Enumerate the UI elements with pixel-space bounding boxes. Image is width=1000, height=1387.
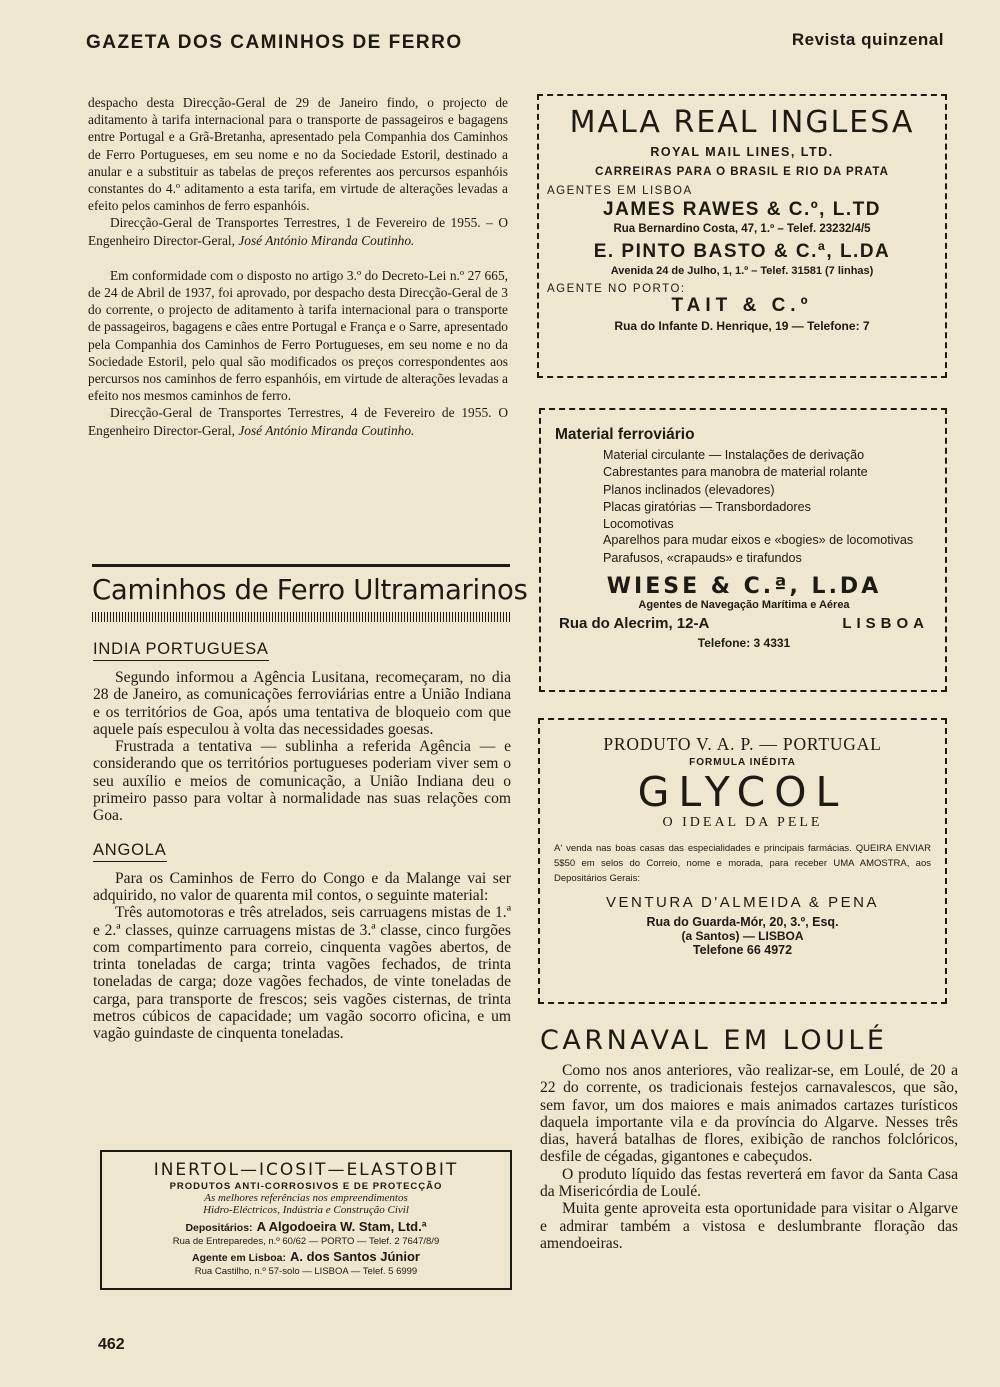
mala-agent-3: TAIT & C.º: [671, 295, 813, 316]
wiese-ad: [539, 408, 947, 692]
mala-agent-1: JAMES RAWES & C.º, L.TD: [603, 199, 881, 220]
wiese-item: Aparelhos para mudar eixos e «bogies» de locomotivas: [603, 533, 914, 548]
inertol-line-3: Hidro-Eléctricos, Indústria e Construção Civil: [203, 1204, 409, 1216]
glycol-city: (a Santos) — LISBOA: [681, 929, 804, 943]
intro-p4-text: Direcção-Geral de Transportes Terrestres, 4 de Fevereiro de 1955. O Engenheiro Director-Geral,: [88, 405, 508, 438]
inertol-dep-addr: Rua de Entreparedes, n.º 60/62 — PORTO — Telef. 2 7647/8/9: [172, 1236, 440, 1247]
intro-p2-signature: José António Miranda Coutinho.: [238, 232, 415, 248]
inertol-dep-label: Depositários:: [185, 1222, 253, 1234]
inertol-line-1: PRODUTOS ANTI-CORROSIVOS E DE PROTECÇÃO: [169, 1181, 443, 1192]
section-title: Caminhos de Ferro Ultramarinos: [92, 574, 528, 606]
india-paragraph-1: Segundo informou a Agência Lusitana, recomeçaram, no dia 28 de Janeiro, as comunicações ferroviárias entre a União Indiana e os territórios de Goa, após uma tentativa de bloqueio com que aquele país especulou à volta das necessidades goesas.: [93, 669, 511, 738]
glycol-line-2: FORMULA INÉDITA: [689, 757, 796, 768]
wiese-city: LISBOA: [842, 614, 929, 632]
wiese-item: Cabrestantes para manobra de material rolante: [603, 465, 868, 480]
inertol-agent-addr: Rua Castilho, n.º 57-solo — LISBOA — Telef. 5 6999: [194, 1266, 418, 1277]
wiese-address: Rua do Alecrim, 12-A: [559, 614, 710, 632]
wiese-title: Material ferroviário: [555, 426, 695, 443]
page-number: 462: [98, 1336, 125, 1353]
inertol-agent-name: A. dos Santos Júnior: [289, 1249, 420, 1264]
intro-paragraph-4: [88, 404, 508, 438]
inertol-dep-name: A Algodoeira W. Stam, Ltd.ª: [256, 1219, 427, 1234]
mala-title: MALA REAL INGLESA: [569, 105, 915, 140]
wiese-phone: Telefone: 3 4331: [697, 635, 791, 650]
inertol-title: INERTOL—ICOSIT—ELASTOBIT: [153, 1160, 459, 1180]
glycol-tagline: O IDEAL DA PELE: [662, 815, 823, 830]
glycol-phone: Telefone 66 4972: [692, 943, 793, 957]
glycol-body: A' venda nas boas casas das especialidades e principais farmácias. QUEIRA ENVIAR 5$50 em selos do Correio, nome e morada, para receber UMA AMOSTRA, aos Depositários Gerais:: [554, 843, 931, 884]
wiese-item: Placas giratórias — Transbordadores: [603, 499, 811, 514]
intro-block: [88, 94, 508, 439]
wiese-items: [603, 447, 933, 568]
wiese-item: Locomotivas: [603, 517, 674, 532]
carnaval-paragraph-1: Como nos anos anteriores, vão realizar-se, em Loulé, de 20 a 22 do corrente, os tradicionais festejos carnavalescos, que são, sem favor, um dos maiores e mais animados cartazes turísticos daquela importante vila e da província do Algarve. Nesses três dias, haverá batalhas de flores, exibição de ranchos folclóricos, desfile de cégadas, gigantones e cabeçudos.: [540, 1062, 958, 1166]
mala-agent-3-addr: Rua do Infante D. Henrique, 19 — Telefone: 7: [614, 319, 870, 333]
wiese-description: Agentes de Navegação Marítima e Aérea: [638, 598, 850, 611]
wiese-item: Planos inclinados (elevadores): [603, 482, 775, 497]
angola-paragraph-1: Para os Caminhos de Ferro do Congo e da Malange vai ser adquirido, no valor de quarenta mil contos, o seguinte material:: [93, 869, 511, 904]
india-paragraph-2: Frustrada a tentativa — sublinha a referida Agência — e considerando que os territórios portugueses poderiam viver sem o seu auxílio e meios de comunicação, a União Indiana deu o primeiro passo para voltar à normalidade nas suas relações com Goa.: [93, 738, 511, 825]
inertol-agent-label: Agente em Lisboa:: [192, 1252, 286, 1264]
inertol-line-2: As melhores referências nos empreendimentos: [204, 1192, 408, 1204]
angola-paragraph-2: Três automotoras e três atrelados, seis carruagens mistas de 1.ª e 2.ª classes, quinze carruagens mistas de 3.ª classe, cinco furgões com compartimento para correio, cinquenta vagões abertos, de trinta toneladas de carga; trinta vagões fechados, de trinta toneladas de carga; doze vagões fechados, de vinte toneladas de carga, para transporte de frescos; seis vagões cisternas, de trinta metros cúbicos de capacidade; um vagão socorro oficina, e um vagão guindaste de cinquenta toneladas.: [93, 904, 511, 1043]
intro-p2-text: Direcção-Geral de Transportes Terrestres, 1 de Fevereiro de 1955. – O Engenheiro Director-Geral,: [88, 215, 508, 248]
intro-p4-signature: José António Miranda Coutinho.: [238, 422, 415, 438]
section-rule: [92, 564, 510, 567]
wiese-company: WIESE & C.ª, L.DA: [606, 573, 882, 599]
india-section: [93, 640, 511, 1043]
inertol-depositary: [102, 1218, 510, 1236]
carnaval-title: CARNAVAL EM LOULÉ: [540, 1025, 888, 1056]
mala-agent-porto: AGENTE NO PORTO:: [547, 283, 686, 295]
mala-subtitle: ROYAL MAIL LINES, LTD.: [650, 145, 834, 159]
intro-paragraph-2: [88, 214, 508, 248]
carnaval-block: [540, 1062, 958, 1252]
journal-subtitle: Revista quinzenal: [791, 30, 944, 49]
mala-agent-2: E. PINTO BASTO & C.ª, L.DA: [593, 241, 891, 262]
mala-agent-1-addr: Rua Bernardino Costa, 47, 1.º – Telef. 23232/4/5: [613, 223, 871, 235]
section-hatch-rule: [92, 612, 510, 622]
glycol-company: VENTURA D'ALMEIDA & PENA: [606, 894, 879, 911]
wiese-item: Parafusos, «crapauds» e tirafundos: [603, 551, 802, 566]
journal-title: GAZETA DOS CAMINHOS DE FERRO: [86, 32, 463, 53]
carnaval-paragraph-2: O produto líquido das festas reverterá em favor da Santa Casa da Misericórdia de Loulé.: [540, 1165, 958, 1201]
inertol-ad: [100, 1150, 512, 1290]
india-heading: INDIA PORTUGUESA: [93, 640, 269, 661]
mala-real-ad: [537, 94, 947, 378]
intro-paragraph-3: Em conformidade com o disposto no artigo 3.º do Decreto-Lei n.º 27 665, de 24 de Abril de 1937, foi aprovado, por despacho desta Direcção-Geral de 3 do corrente, o projecto de aditamento à tarifa internacional para o transporte de passageiros, bagagens e cães entre Portugal e França e o Sarre, apresentado pela Companhia dos Caminhos de Ferro Portugueses, em seu nome e no da Sociedade Estoril, pelo qual são modificados os preços correspondentes aos percursos nos caminhos de ferro espanhóis, em virtude de alterações levadas a efeito nos mesmos caminhos de ferro.: [88, 267, 508, 404]
glycol-line-1: PRODUTO V. A. P. — PORTUGAL: [603, 734, 882, 754]
glycol-address: Rua do Guarda-Mór, 20, 3.º, Esq.: [646, 915, 839, 929]
wiese-address-row: [555, 615, 933, 632]
wiese-item: Material circulante — Instalações de derivação: [603, 448, 865, 462]
glycol-ad: [538, 718, 947, 1004]
angola-heading: ANGOLA: [93, 841, 167, 862]
glycol-title: GLYCOL: [637, 768, 848, 816]
mala-agent-2-addr: Avenida 24 de Julho, 1, 1.º – Telef. 31581 (7 linhas): [610, 265, 874, 277]
intro-paragraph-1: despacho desta Direcção-Geral de 29 de Janeiro findo, o projecto de aditamento à tarifa internacional para o transporte de passageiros e bagagens entre Portugal e a Grã-Bretanha, apresentado pela Companhia dos Caminhos de Ferro Portugueses, em seu nome e no da Sociedade Estoril, destinado a anular e a substituir as tabelas de preços referentes aos percursos espanhóis constantes do 4.º aditamento a esta tarifa, em virtude de alterações levadas a efeito pelos caminhos de ferro espanhóis.: [88, 95, 508, 214]
mala-routes: CARREIRAS PARA O BRASIL E RIO DA PRATA: [595, 166, 889, 178]
inertol-agent: [102, 1248, 510, 1266]
mala-agents-lisboa: AGENTES EM LISBOA: [547, 185, 693, 197]
carnaval-paragraph-3: Muita gente aproveita esta oportunidade para visitar o Algarve e admirar também a vistosa e deslumbrante floração das amendoeiras.: [540, 1200, 958, 1252]
